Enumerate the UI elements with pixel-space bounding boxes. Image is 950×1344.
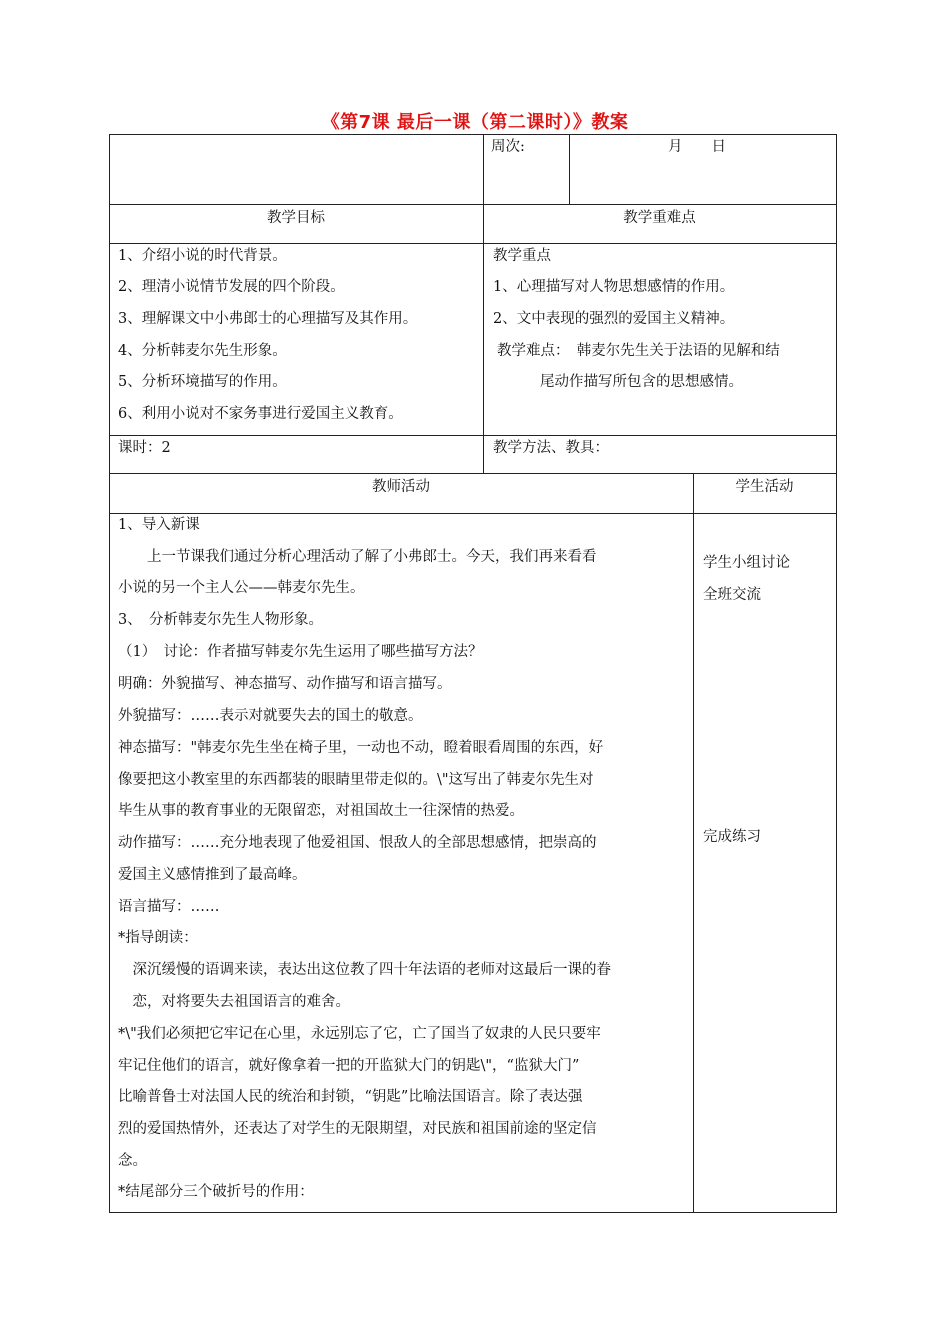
- teacher-line: 明确：外貌描写、神态描写、动作描写和语言描写。: [118, 676, 452, 692]
- key-heading: 教学重点: [493, 248, 551, 264]
- teacher-line: 毕生从事的教育事业的无限留恋，对祖国故土一往深情的热爱。: [118, 803, 524, 819]
- key-item: 2、文中表现的强烈的爱国主义精神。: [493, 311, 735, 327]
- student-line: 学生小组讨论: [703, 555, 790, 571]
- teacher-line: 语言描写：……: [118, 899, 220, 915]
- teaching-methods: 教学方法、教具：: [493, 440, 609, 456]
- teacher-line: 深沉缓慢的语调来读，表达出这位教了四十年法语的老师对这最后一课的眷: [118, 962, 611, 978]
- teacher-line: （1） 讨论：作者描写韩麦尔先生运用了哪些描写方法？: [118, 644, 483, 660]
- teacher-activity-heading: 教师活动: [372, 479, 430, 495]
- teacher-line: 神态描写："韩麦尔先生坐在椅子里，一动也不动，瞪着眼看周围的东西，好: [118, 740, 604, 756]
- teacher-line: 比喻普鲁士对法国人民的统治和封锁，“钥匙”比喻法国语言。除了表达强: [118, 1089, 583, 1105]
- student-activity-heading: 学生活动: [735, 479, 794, 495]
- goal-item: 6、利用小说对不家务事进行爱国主义教育。: [118, 406, 403, 422]
- goal-item: 4、分析韩麦尔先生形象。: [118, 343, 287, 359]
- teacher-line: 3、 分析韩麦尔先生人物形象。: [118, 612, 323, 628]
- teacher-line: 外貌描写：……表示对就要失去的国土的敬意。: [118, 708, 423, 724]
- teacher-line: 动作描写：……充分地表现了他爱祖国、恨敌人的全部思想感情，把崇高的: [118, 835, 597, 851]
- teacher-line: 1、导入新课: [118, 517, 200, 533]
- student-line: 完成练习: [703, 829, 761, 845]
- teacher-line: 上一节课我们通过分析心理活动了解了小弗郎士。今天，我们再来看看: [118, 549, 597, 565]
- goals-heading: 教学目标: [267, 210, 325, 226]
- difficulty-line: 教学难点： 韩麦尔先生关于法语的见解和结: [497, 343, 780, 359]
- key-item: 1、心理描写对人物思想感情的作用。: [493, 279, 735, 295]
- goal-item: 5、分析环境描写的作用。: [118, 374, 287, 390]
- goal-item: 1、介绍小说的时代背景。: [118, 248, 287, 264]
- keys-heading: 教学重难点: [623, 210, 696, 226]
- document-title: 《第7课 最后一课（第二课时）》教案: [321, 112, 629, 133]
- teacher-line: 念。: [118, 1153, 147, 1169]
- class-hours: 课时：2: [118, 440, 171, 456]
- teacher-line: *\"我们必须把它牢记在心里，永远别忘了它，亡了国当了奴隶的人民只要牢: [118, 1026, 601, 1042]
- teacher-line: *指导朗读：: [118, 930, 198, 946]
- date-label: 月 日: [668, 139, 726, 155]
- teacher-line: 烈的爱国热情外，还表达了对学生的无限期望，对民族和祖国前途的坚定信: [118, 1121, 597, 1137]
- teacher-line: 像要把这小教室里的东西都装的眼睛里带走似的。\"这写出了韩麦尔先生对: [118, 772, 594, 788]
- teacher-line: 牢记住他们的语言，就好像拿着一把的开监狱大门的钥匙\"，“监狱大门”: [118, 1058, 580, 1074]
- teacher-line: *结尾部分三个破折号的作用：: [118, 1184, 314, 1200]
- teacher-line: 恋，对将要失去祖国语言的难舍。: [118, 994, 350, 1010]
- teacher-line: 小说的另一个主人公——韩麦尔先生。: [118, 580, 365, 596]
- goal-item: 2、理清小说情节发展的四个阶段。: [118, 279, 345, 295]
- difficulty-line: 尾动作描写所包含的思想感情。: [540, 374, 743, 390]
- teacher-line: 爱国主义感情推到了最高峰。: [118, 867, 307, 883]
- week-label: 周次:: [491, 139, 525, 155]
- student-line: 全班交流: [703, 587, 761, 603]
- goal-item: 3、理解课文中小弗郎士的心理描写及其作用。: [118, 311, 418, 327]
